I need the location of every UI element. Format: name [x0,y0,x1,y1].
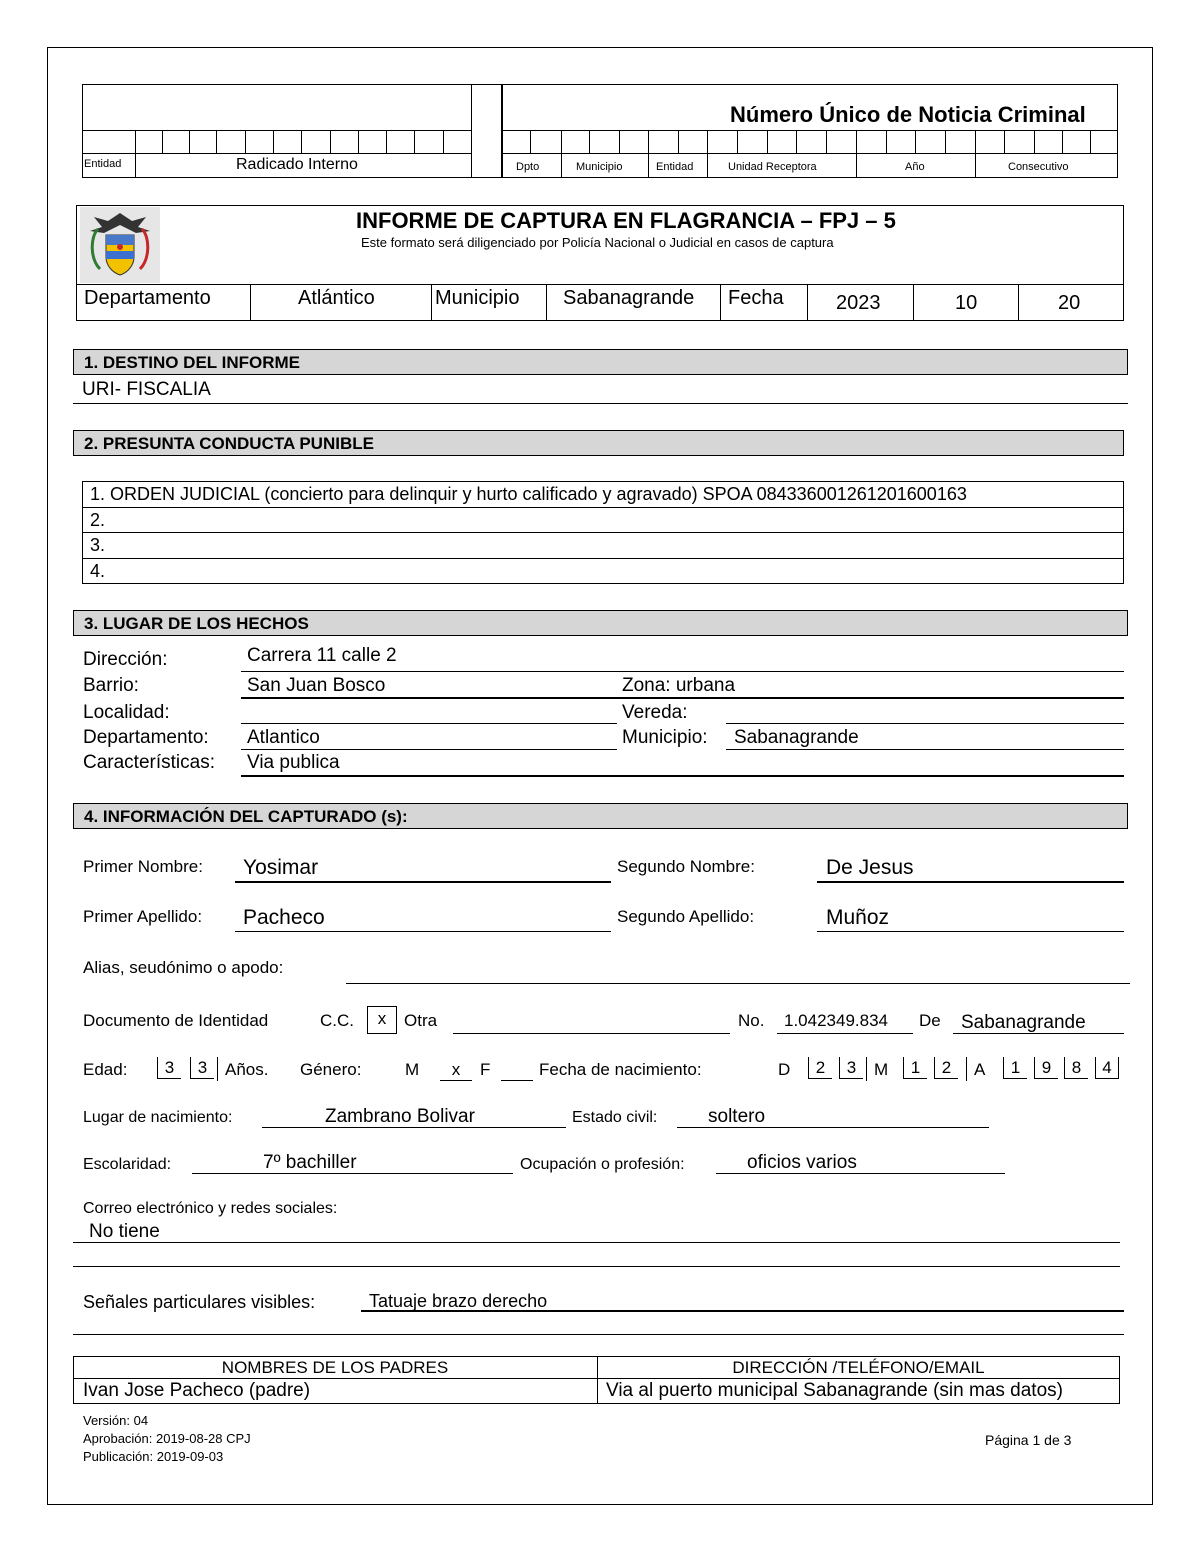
section-conducta-header: 2. PRESUNTA CONDUCTA PUNIBLE [73,430,1124,456]
other-label: Otra [404,1011,438,1030]
second-surname-value: Muñoz [826,906,890,929]
barrio-value: San Juan Bosco [247,675,386,696]
birth-year-digit-2: 9 [1034,1057,1058,1079]
doc-number: 1.042349.834 [784,1011,888,1030]
civil-label: Estado civil: [572,1109,658,1126]
caract-value: Via publica [247,752,340,773]
occupation-value: oficios varios [747,1152,857,1173]
birth-label: Fecha de nacimiento: [539,1060,702,1079]
nunc-col-municipio: Municipio [576,161,623,173]
destino-value: URI- FISCALIA [82,379,211,400]
occupation-label: Ocupación o profesión: [520,1156,685,1173]
doc-from: Sabanagrande [961,1012,1086,1033]
school-value: 7º bachiller [263,1152,357,1173]
date-day: 20 [1058,292,1081,314]
muni-label: Municipio [435,287,520,309]
zona-label: Zona: urbana [622,675,736,696]
parent-name: Ivan Jose Pacheco (padre) [83,1380,311,1401]
footer-publication: Publicación: 2019-09-03 [83,1449,224,1464]
nunc-col-consecutivo: Consecutivo [1008,161,1069,173]
depto-label: Departamento: [83,727,209,748]
parents-col-address: DIRECCIÓN /TELÉFONO/EMAIL [732,1358,985,1377]
alias-label: Alias, seudónimo o apodo: [83,958,284,977]
parents-col-names: NOMBRES DE LOS PADRES [221,1358,449,1377]
barrio-label: Barrio: [83,675,139,696]
separator-column [472,84,502,178]
conducta-row-1: 1. ORDEN JUDICIAL (concierto para delinquir y hurto calificado y agravado) SPOA 084336001261201600163 [90,484,967,504]
nunc-title: Número Único de Noticia Criminal [730,102,1086,127]
parent-address: Via al puerto municipal Sabanagrande (sin mas datos) [606,1380,1063,1401]
footer-page: Página 1 de 3 [985,1432,1072,1448]
first-name-label: Primer Nombre: [83,857,203,876]
dept-value: Atlántico [298,287,375,309]
date-month: 10 [955,292,978,314]
age-label: Edad: [83,1060,128,1079]
footer-approval: Aprobación: 2019-08-28 CPJ [83,1431,251,1446]
m-label: M [405,1060,420,1079]
birth-month-digit-1: 1 [903,1057,927,1079]
address-value: Carrera 11 calle 2 [247,645,397,666]
first-surname-value: Pacheco [243,906,325,929]
first-name-value: Yosimar [243,856,319,879]
nunc-col-unidad: Unidad Receptora [728,161,817,173]
email-label: Correo electrónico y redes sociales: [83,1200,338,1217]
no-label: No. [738,1011,765,1030]
dept-label: Departamento [84,287,211,309]
date-year: 2023 [836,292,881,314]
birth-year-digit-1: 1 [1003,1057,1027,1079]
conducta-row-2: 2. [90,510,106,530]
birth-month-digit-2: 2 [934,1057,958,1079]
birthplace-value: Zambrano Bolivar [325,1106,475,1127]
a-label: A [974,1060,986,1079]
caract-label: Características: [83,752,215,773]
marks-label: Señales particulares visibles: [83,1292,316,1312]
age-digit-2: 3 [190,1057,214,1079]
form-title: INFORME DE CAPTURA EN FLAGRANCIA – FPJ – 5 [356,208,896,233]
second-surname-label: Segundo Apellido: [617,907,755,926]
cc-label: C.C. [320,1011,354,1030]
depto-value: Atlantico [247,727,320,748]
gender-label: Género: [300,1060,362,1079]
m-mark: x [440,1060,472,1081]
doc-label: Documento de Identidad [83,1011,269,1030]
birth-year-digit-4: 4 [1095,1057,1119,1079]
month-label: M [874,1060,889,1079]
email-value: No tiene [89,1221,160,1242]
birth-day-digit-2: 3 [839,1057,863,1079]
second-name-value: De Jesus [826,856,914,879]
entity-label: Entidad [84,158,122,170]
muni-value: Sabanagrande [563,287,695,309]
nunc-col-entidad: Entidad [656,161,694,173]
conducta-row-3: 3. [90,535,106,555]
nunc-col-dpto: Dpto [516,161,540,173]
d-label: D [778,1060,791,1079]
birth-year-digit-3: 8 [1064,1057,1088,1079]
municipio-value: Sabanagrande [734,727,859,748]
conducta-row-4: 4. [90,561,106,581]
nunc-col-ano: Año [905,161,925,173]
school-label: Escolaridad: [83,1156,172,1173]
address-label: Dirección: [83,649,168,670]
municipio-label: Municipio: [622,727,708,748]
internal-label: Radicado Interno [236,156,358,173]
coat-of-arms-icon [80,207,160,283]
f-label: F [480,1060,491,1079]
age-digit-1: 3 [157,1057,181,1079]
birth-day-digit-1: 2 [808,1057,832,1079]
from-label: De [919,1011,941,1030]
section-capturado-header: 4. INFORMACIÓN DEL CAPTURADO (s): [73,803,1128,829]
footer-version: Versión: 04 [83,1413,149,1428]
birthplace-label: Lugar de nacimiento: [83,1109,233,1126]
localidad-label: Localidad: [83,702,170,723]
form-subtitle: Este formato será diligenciado por Policía Nacional o Judicial en casos de captura [361,235,834,250]
years-label: Años. [225,1060,269,1079]
section-destino-header: 1. DESTINO DEL INFORME [73,349,1128,375]
cc-checkbox: x [367,1006,397,1034]
second-name-label: Segundo Nombre: [617,857,755,876]
civil-value: soltero [708,1106,766,1127]
section-lugar-header: 3. LUGAR DE LOS HECHOS [73,610,1128,636]
vereda-label: Vereda: [622,702,688,723]
marks-value: Tatuaje brazo derecho [369,1291,548,1311]
first-surname-label: Primer Apellido: [83,907,203,926]
date-label: Fecha [728,287,784,309]
